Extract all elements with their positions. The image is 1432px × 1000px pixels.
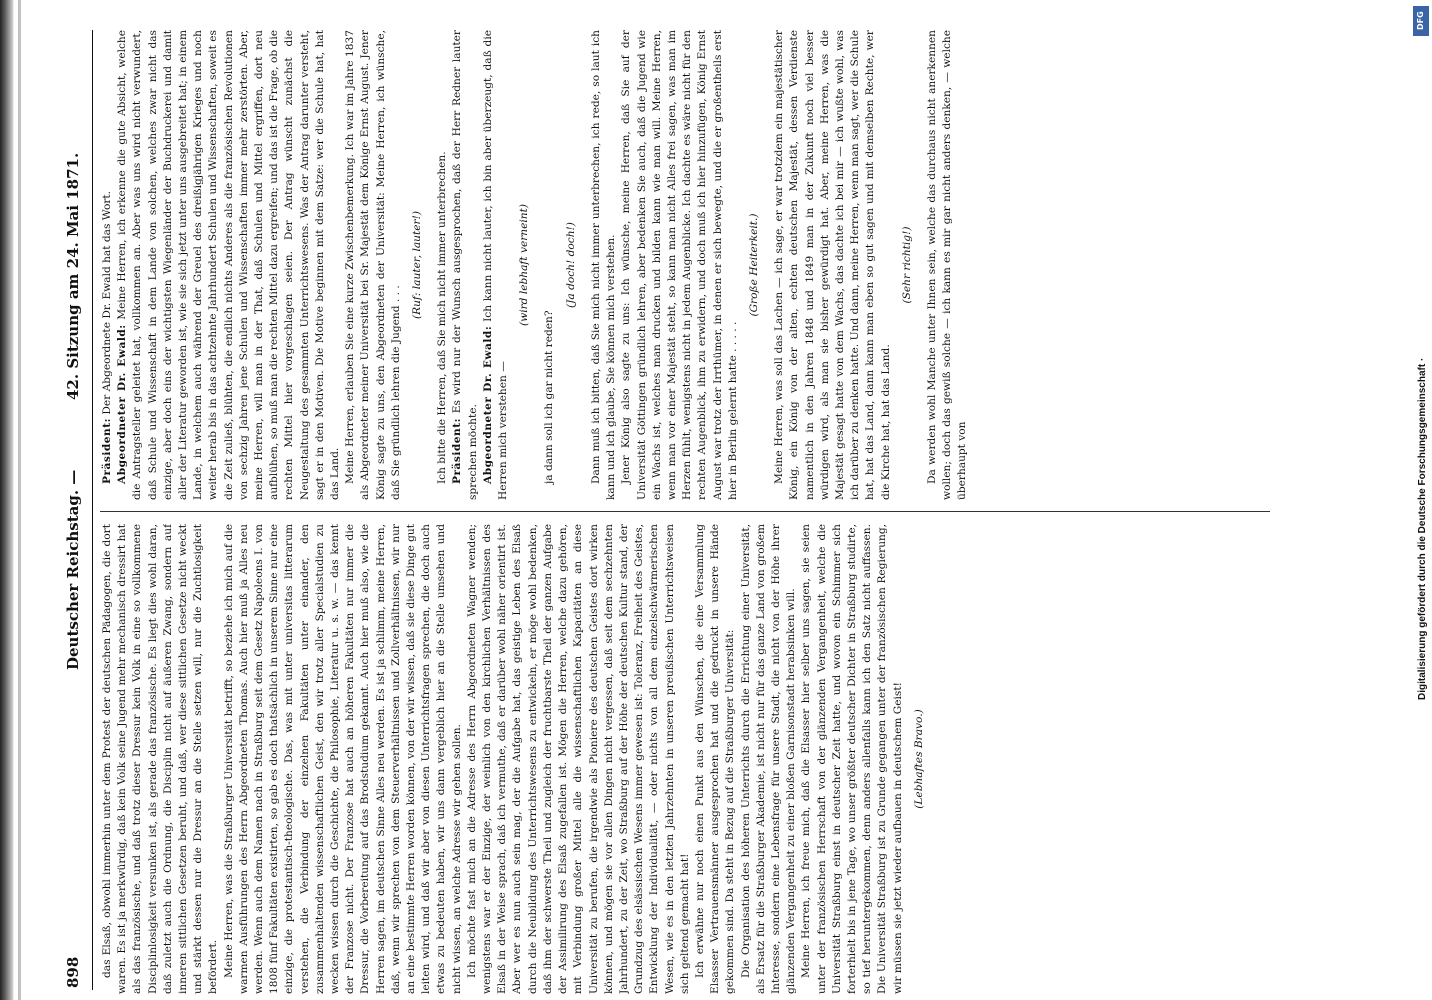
speaker-name: Abgeordneter Dr. Ewald: — [116, 324, 129, 484]
left-column — [100, 524, 1380, 994]
speech-president — [450, 30, 480, 500]
scan-edge-shadow — [0, 0, 14, 1000]
paragraph: ja dann soll ich gar nicht reden? — [543, 310, 556, 484]
speech-ewald — [481, 30, 511, 500]
journal-title: Deutscher Reichstag. — — [64, 469, 82, 670]
speaker-name: Präsident: — [101, 417, 113, 484]
reaction: (Ja doch! doch!) — [564, 222, 577, 308]
paragraph: Ich erwähne nur noch einen Punkt aus den Wünschen, die eine Versammlung Elsasser Vertrauensmänner ausgesprochen hat und die gedruckt in unsere Hände gekommen sind. Da steht in Bezug auf die Straßburger Universität: — [693, 524, 737, 994]
paragraph: Da werden wohl Manche unter Ihnen sein, welche das durchaus nicht anerkennen wollen; doch das gewiß solche — ich kann es mir gar nicht anders denken, — welche überhaupt von — [925, 30, 969, 500]
header-rule — [92, 30, 93, 990]
paragraph: Meine Herren, erlauben Sie eine kurze Zwischenbemerkung. Ich war im Jahre 1837 als Abgeordneter meiner Universität bei Sr. Majestät dem Könige Ernst August. Jener König sagte zu uns, den Abgeordneten der Universität: Meine Herren, ich wünsche, daß Sie gründlich lehren die Jugend . . . — [344, 30, 402, 500]
speaker-name: Präsident: — [451, 417, 464, 484]
reaction: (Ruf: lauter, lauter!) — [411, 211, 424, 319]
page-number: 898 — [64, 956, 82, 988]
paragraph: Dann muß ich bitten, daß Sie mich nicht immer unterbrechen, ich rede, so laut ich kann und ich glaube, Sie können mich verstehen. — [589, 30, 618, 500]
right-column — [100, 30, 1380, 500]
paragraph: Meine Herren, was die Straßburger Universität betrifft, so beziehe ich mich auf die warmen Ausführungen des Herrn Abgeordneten Thomas. Auch hier muß ja Alles neu werden. Wenn auch dem Namen nach in Straßburg seit dem Gesetz Napoleons I. von 1808 fünf Fakultäten existirten, so gab es doch thatsächlich in unserem Sinne nur eine einzige, die protestantisch-theologische. Das, was mit unter universitas litterarum verstehen, die Verbindung der einzelnen Fakultäten unter einander, den zusammenhaltenden wissenschaftlichen Geist, den wir trotz aller Specialstudien zu wecken wissen durch die Geschichte, die Philosophie, Literatur u. s. w. — das kennt der Franzose nicht. Der Franzose hat auch an höheren Fakultäten nur immer die Dressur, die Vorbereitung auf das Brodstudium gekannt. Auch hier muß also, wie die Herren sagen, im deutschen Sinne Alles neu werden. Es ist ja schlimm, meine Herren, daß, wenn wir sprechen von dem Steuerverhältnissen und Zollverhältnissen, wir nur an eine bestimmte Herren worden können, von der wir wissen, daß sie diese Dinge gut leiten wird, und daß wir aber von diesen Unterrichtsfragen sprechen, die doch auch etwas zu bedeuten haben, wir uns dann vergeblich hier an die Stelle umsehen und nicht wissen, an welche Adresse wir gehen sollen. — [222, 524, 463, 994]
paragraph: Ich bitte die Herren, daß Sie mich nicht immer unterbrechen. — [436, 151, 449, 484]
paragraph: Meine Herren, was soll das Lachen — ich sage, er war trotzdem ein majestätischer König, ein König von der alten, echten deutschen Majestät, dessen Verdienste namentlich in den Jahren 1848 und 1849 man in der Zukunft noch viel besser würdigen wird, als man sie bisher gewürdigt hat. Aber, meine Herren, was die Majestät gesagt hatte von dem Wachs, das dachte ich bei mir — ich wußte wohl, was ich darüber zu denken hatte. Und dann, meine Herren, wenn man sagt, wer die Schule hat, hat das Land, dann kann man eben so gut sagen und mit demselben Rechte, wer die Kirche hat, hat das Land. — [773, 30, 892, 500]
dfg-logo-icon: DFG — [1413, 6, 1429, 36]
reaction: (Sehr richtig!) — [900, 226, 913, 304]
funding-note: Digitalisierung gefördert durch die Deutsche Forschungsgemeinschaft · — [1417, 357, 1428, 700]
speech-text: Ich kann nicht lauter, ich bin aber überzeugt, daß die Herren mich verstehen — — [481, 30, 510, 500]
session-title: 42. Sitzung am 24. Mai 1871. — [64, 152, 82, 400]
speech-president — [100, 30, 115, 500]
speech-text: Es wird nur der Wunsch ausgesprochen, daß der Herr Redner lauter sprechen möchte. — [451, 30, 479, 500]
paragraph: das Elsaß, obwohl immerhin unter dem Protest der deutschen Pädagogen, die dort waren. Es ist ja merkwürdig, daß kein Volk seine Jugend mehr mechanisch dressirt hat als das französische, und daß trotz dieser Dressur kein Volk in eine so vollkommene Disciplinlosigkeit versunken ist, als gerade das französische. Es liegt dies wohl daran, daß zuletzt auch die Ordnung, die Disciplin nicht auf äußeren Zwang, sondern auf inneren sittlichen Gesetzen beruht, und daß, wer diese sittlichen Gesetze nicht weckt und stärkt dessen nur die Dressur an die Stelle setzen will, nur die Zuchtlosigkeit befördert. — [101, 524, 220, 994]
quote-paragraph: Die Organisation des höheren Unterrichts durch die Errichtung einer Universität, als Ersatz für die Straßburger Akademie, ist nicht nur für das ganze Land von großem Interesse, sondern eine Lebensfrage für unsere Stadt, die nicht von der Höhe ihrer glänzenden Vergangenheit zu einer bloßen Garnisonstadt herabsinken will. — [739, 524, 798, 994]
reaction: (wird lebhaft verneint) — [518, 204, 531, 326]
speaker-name: Abgeordneter Dr. Ewald: — [481, 325, 494, 484]
scan-edge-line — [18, 0, 21, 1000]
speech-text: Meine Herren, ich erkenne die gute Absicht, welche die Antragsteller geleitet hat, vollkommen an. Aber was uns wird nicht verwundert, daß Schule und Wissenschaft in dem Lande von solchen, welches zwar nicht das einzige, aber doch eins der wichtigsten Wiegenländer der Buchdruckerei und damit aller der Literatur geworden ist, wie sie sich jetzt unter uns ausgebreitet hat; in einem Lande, in welchem auch während der Greuel des dreißigjährigen Krieges und noch weiter herab bis in das achtzehnte Jahrhundert Schulen und Wissenschaften, soweit es die Zeit zuließ, blühten, die endlich nichts Anderes als die französischen Revolutionen von sechzig Jahren jene Schulen und Wissenschaften immer mehr zerstörten. Aber, meine Herren, will man in der That, daß Schulen und Mittel ergriffen, dort neu aufblühen, so muß man die rechten Mittel dazu ergreifen; und das ist die Frage, ob die rechten Mittel hier vorgeschlagen seien. Der Antrag wünscht zunächst die Neugestaltung des gesammten Unterrichtswesens. Was der Antrag darunter versteht, sagt er in den Motiven. Die Motive beginnen mit dem Satze: wer die Schule hat, hat das Land. — [116, 30, 342, 500]
running-head — [58, 20, 94, 1000]
column-divider — [100, 511, 1270, 512]
speech-text: Der Abgeordnete Dr. Ewald hat das Wort. — [101, 190, 113, 415]
rotated-page — [58, 20, 1388, 1000]
reaction: (Lebhaftes Bravo.) — [912, 709, 925, 809]
speech-ewald — [115, 30, 343, 500]
paragraph: Jener König also sagte zu uns: Ich wünsche, meine Herren, daß Sie auf der Universität Göttingen gründlich lehren, aber bedenken Sie auch, daß die Jugend wie ein Wachs ist, welches man drucken und bilden kann wie man will. Meine Herren, wenn man vor einer Majestät steht, so kann man nicht Alles frei sagen, was man im Herzen fühlt, wenigstens nicht in jedem Augenblicke. Ich dachte es wäre nicht für den rechten Augenblick, ihm zu erwidern, und doch muß ich hier hinzufügen, König Ernst August war trotz der Irrthümer, in denen er sich bewegte, und die er großentheils erst hier in Berlin gelernt hatte . . . . . — [620, 30, 739, 500]
reaction: (Große Heiterkeit.) — [747, 213, 760, 317]
paragraph: Meine Herren, ich freue mich, daß die Elsasser hier selber uns sagen, sie seien unter der französischen Herrschaft von der glänzenden Vergangenheit, welche die Universität Straßburg einst in deutscher Zeit hatte, und wovon ein Schimmer sich forterhielt bis in jene Tage, wo unser größter deutscher Dichter in Straßburg studirte, so tief heruntergekommen, denn anders allenfalls kann ich den Satz nicht auffassen. Die Universität Straßburg ist zu Grunde gegangen unter der französischen Regierung, wir müssen sie jetzt wieder aufbauen in deutschem Geist! — [800, 524, 904, 994]
paragraph: Ich möchte fast mich an die Adresse des Herrn Abgeordneten Wagner wenden; wenigstens war er der Einzige, der weinlich von den kirchlichen Verhältnissen des Elsaß in der Weise sprach, daß ich vermuthe, daß er darüber wohl näher orientirt ist. Aber wer es nun auch sein mag, der die Aufgabe hat, das geistige Leben des Elsaß durch die Neubildung des Unterrichtswesens zu entwickeln, er möge wohl bedenken, daß ihm der schwerste Theil und zugleich der fruchtbarste Theil der ganzen Aufgabe der Assimilirung des Elsaß zugefallen ist. Mögen die Herren, welche dazu gehören, mit Verbindung großer Mittel alle die wissenschaftlichen Kapacitäten an diese Universität zu berufen, die irgendwie als Pioniere des deutschen Geistes dort wirken können, und mögen sie vor allen Dingen nicht vergessen, daß seit dem sechzehnten Jahrhundert, zu der Zeit, wo Straßburg auf der Höhe der deutschen Kultur stand, der Grundzug des elsässischen Wesens immer gewesen ist: Toleranz, Freiheit des Geistes, Entwicklung der Individualität, — oder nichts von all dem einzelschwärmerischen Wesen, wie es in den letzten Jahrzehnten in unseren preußischen Unterrichtsweisen sich geltend gemacht hat! — [465, 524, 691, 994]
watermark-strip — [1410, 0, 1432, 1000]
